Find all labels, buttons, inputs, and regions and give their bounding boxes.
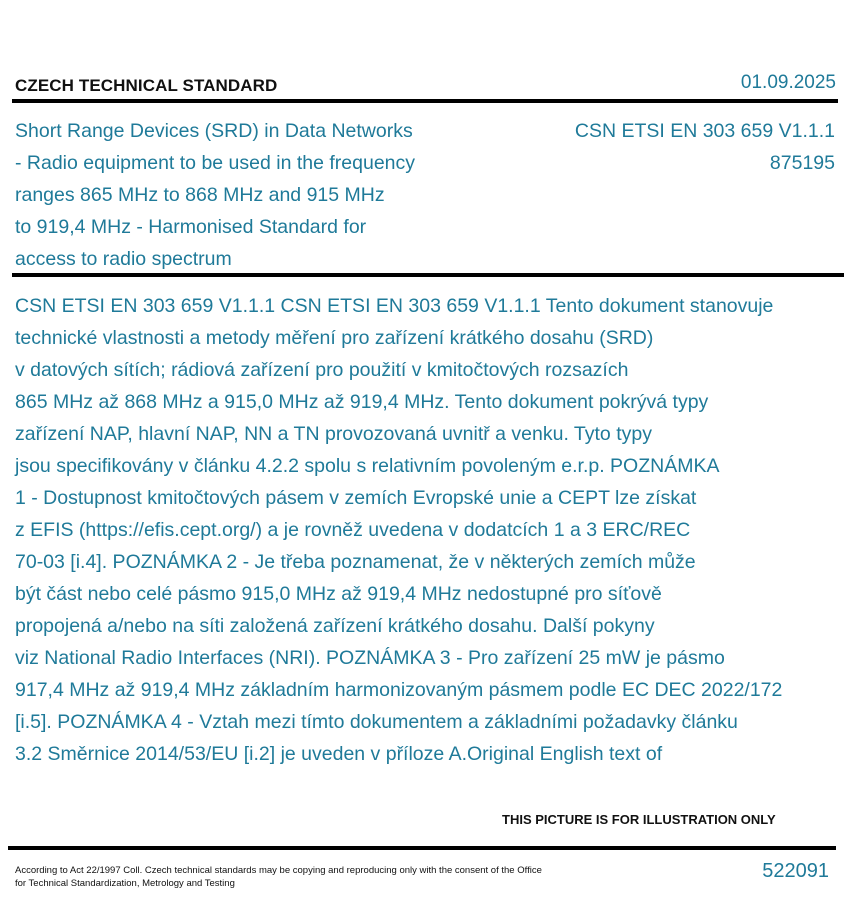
publication-date: 01.09.2025 [740, 72, 836, 93]
abstract-line: 70-03 [i.4]. POZNÁMKA 2 - Je třeba poznamenat, že v některých zemích může [15, 551, 696, 573]
abstract-line: 917,4 MHz až 919,4 MHz základním harmonizovaným pásmem podle EC DEC 2022/172 [15, 679, 783, 701]
legal-notice-line: According to Act 22/1997 Coll. Czech technical standards may be copying and reproducing only with the consent of the Office [15, 865, 542, 876]
abstract-line: z EFIS (https://efis.cept.org/) a je rovněž uvedena v dodatcích 1 a 3 ERC/REC [15, 519, 691, 541]
title-rule [12, 273, 844, 277]
title-line: access to radio spectrum [15, 248, 232, 270]
title-line: - Radio equipment to be used in the frequency [15, 152, 416, 174]
abstract-line: 1 - Dostupnost kmitočtových pásem v zemích Evropské unie a CEPT lze získat [15, 487, 697, 509]
header-rule [12, 99, 838, 103]
standard-identifier [575, 115, 835, 179]
standard-title [15, 115, 475, 275]
title-line: to 919,4 MHz - Harmonised Standard for [15, 216, 367, 238]
document-id: 522091 [762, 860, 829, 882]
standard-code: CSN ETSI EN 303 659 V1.1.1 [574, 120, 835, 142]
illustration-watermark: THIS PICTURE IS FOR ILLUSTRATION ONLY [502, 812, 776, 827]
abstract-line: CSN ETSI EN 303 659 V1.1.1 CSN ETSI EN 303 659 V1.1.1 Tento dokument stanovuje [15, 295, 774, 317]
abstract-line: propojená a/nebo na síti založená zařízení krátkého dosahu. Další pokyny [15, 615, 655, 637]
abstract-line: 3.2 Směrnice 2014/53/EU [i.2] je uveden v příloze A.Original English text of [15, 743, 663, 765]
abstract-line: zařízení NAP, hlavní NAP, NN a TN provozovaná uvnitř a venku. Tyto typy [15, 423, 652, 445]
abstract-line: být část nebo celé pásmo 915,0 MHz až 919,4 MHz nedostupné pro síťově [15, 583, 662, 605]
legal-notice [15, 864, 542, 890]
abstract-line: viz National Radio Interfaces (NRI). POZNÁMKA 3 - Pro zařízení 25 mW je pásmo [15, 647, 725, 669]
abstract-line: technické vlastnosti a metody měření pro zařízení krátkého dosahu (SRD) [15, 327, 654, 349]
abstract-line: [i.5]. POZNÁMKA 4 - Vztah mezi tímto dokumentem a základními požadavky článku [15, 711, 738, 733]
footer-rule [8, 846, 836, 850]
abstract-line: 865 MHz až 868 MHz a 915,0 MHz až 919,4 MHz. Tento dokument pokrývá typy [15, 391, 709, 413]
document-abstract [15, 290, 865, 770]
legal-notice-line: for Technical Standardization, Metrology and Testing [15, 878, 235, 889]
abstract-line: jsou specifikovány v článku 4.2.2 spolu s relativním povoleným e.r.p. POZNÁMKA [15, 455, 720, 477]
abstract-line: v datových sítích; rádiová zařízení pro použití v kmitočtových rozsazích [15, 359, 629, 381]
standard-category-heading: CZECH TECHNICAL STANDARD [15, 76, 278, 95]
catalog-number: 875195 [769, 152, 835, 174]
title-line: Short Range Devices (SRD) in Data Networks [15, 120, 413, 142]
title-line: ranges 865 MHz to 868 MHz and 915 MHz [15, 184, 385, 206]
